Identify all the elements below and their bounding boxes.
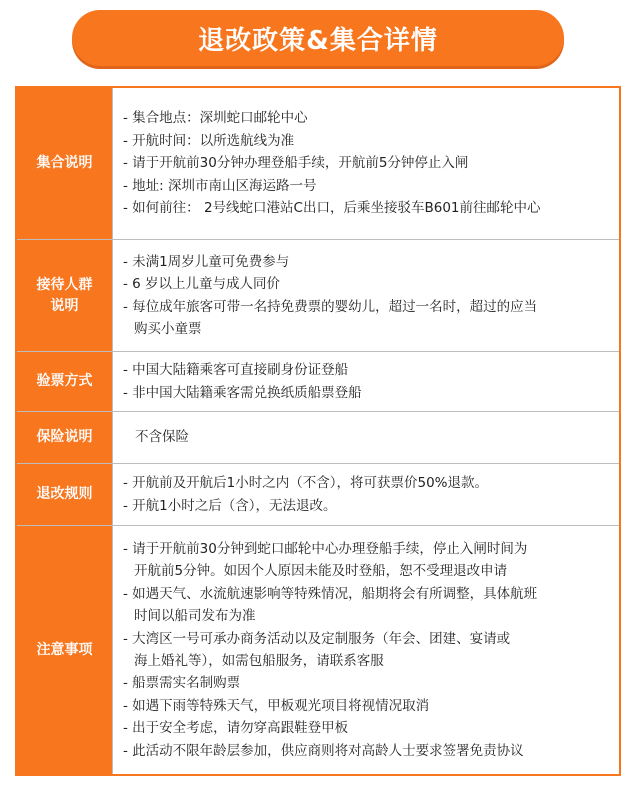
policy-table (15, 86, 621, 776)
section-content (113, 464, 619, 525)
section-insurance (17, 412, 619, 464)
section-notes (17, 526, 619, 774)
section-label (17, 240, 113, 351)
list-item: - 如遇天气、水流航速影响等特殊情况，船期将会有所调整，具体航班 (123, 585, 538, 602)
list-item: - 6 岁以上儿童与成人同价 (123, 276, 281, 293)
list-item: - 开航前及开航后1小时之内（不含），将可获票价50%退款。 (123, 475, 489, 492)
list-item: - 此活动不限年龄层参加，供应商则将对高龄人士要求签署免责协议 (123, 742, 524, 759)
list-item: - 开航时间：以所选航线为准 (123, 132, 295, 149)
section-refund-rules (17, 464, 619, 526)
list-item-continuation: 开航前5分钟。如因个人原因未能及时登船，恕不受理退改申请 (134, 563, 508, 580)
list-item: - 非中国大陆籍乘客需兑换纸质船票登船 (123, 384, 362, 401)
title-banner (72, 10, 564, 66)
list-item: - 如何前往： 2号线蛇口港站C出口，后乘坐接驳车B601前往邮轮中心 (123, 200, 541, 217)
section-label: 退改规则 (17, 464, 113, 525)
section-audience (17, 240, 619, 352)
list-item: - 船票需实名制购票 (123, 675, 241, 692)
list-item: - 集合地点：深圳蛇口邮轮中心 (123, 110, 308, 127)
list-item-continuation: 购买小童票 (134, 320, 202, 337)
list-item: - 开航1小时之后（含），无法退改。 (123, 497, 337, 514)
list-item: - 未满1周岁儿童可免费参与 (123, 253, 290, 270)
list-item: - 每位成年旅客可带一名持免费票的婴幼儿，超过一名时，超过的应当 (123, 298, 538, 315)
section-label: 验票方式 (17, 352, 113, 411)
list-item: - 请于开航前30分钟到蛇口邮轮中心办理登船手续，停止入闸时间为 (123, 540, 528, 557)
list-item: 不含保险 (135, 429, 189, 446)
section-content (113, 412, 619, 463)
list-item-continuation: 海上婚礼等），如需包船服务，请联系客服 (134, 653, 384, 669)
list-item: - 中国大陆籍乘客可直接刷身份证登船 (123, 362, 349, 379)
section-label: 注意事项 (17, 526, 113, 774)
list-item: - 请于开航前30分钟办理登船手续，开航前5分钟停止入闸 (123, 155, 469, 172)
section-label: 集合说明 (17, 88, 113, 239)
section-content (113, 88, 619, 239)
list-item-continuation: 时间以船司发布为准 (134, 608, 256, 625)
list-item: - 出于安全考虑，请勿穿高跟鞋登甲板 (123, 720, 349, 737)
section-content (113, 240, 619, 351)
section-ticket-check (17, 352, 619, 412)
section-assembly (17, 88, 619, 240)
list-item: - 如遇下雨等特殊天气，甲板观光项目将视情况取消 (123, 697, 430, 714)
page-title: 退改政策&集合详情 (198, 25, 438, 56)
section-content (113, 526, 619, 774)
section-label: 保险说明 (17, 412, 113, 463)
list-item: - 地址: 深圳市南山区海运路一号 (123, 177, 317, 194)
section-content (113, 352, 619, 411)
list-item: - 大湾区一号可承办商务活动以及定制服务（年会、团建、宴请或 (123, 630, 511, 647)
section-label-line: 接待人群 (36, 276, 93, 293)
section-label-line: 说明 (50, 297, 79, 314)
